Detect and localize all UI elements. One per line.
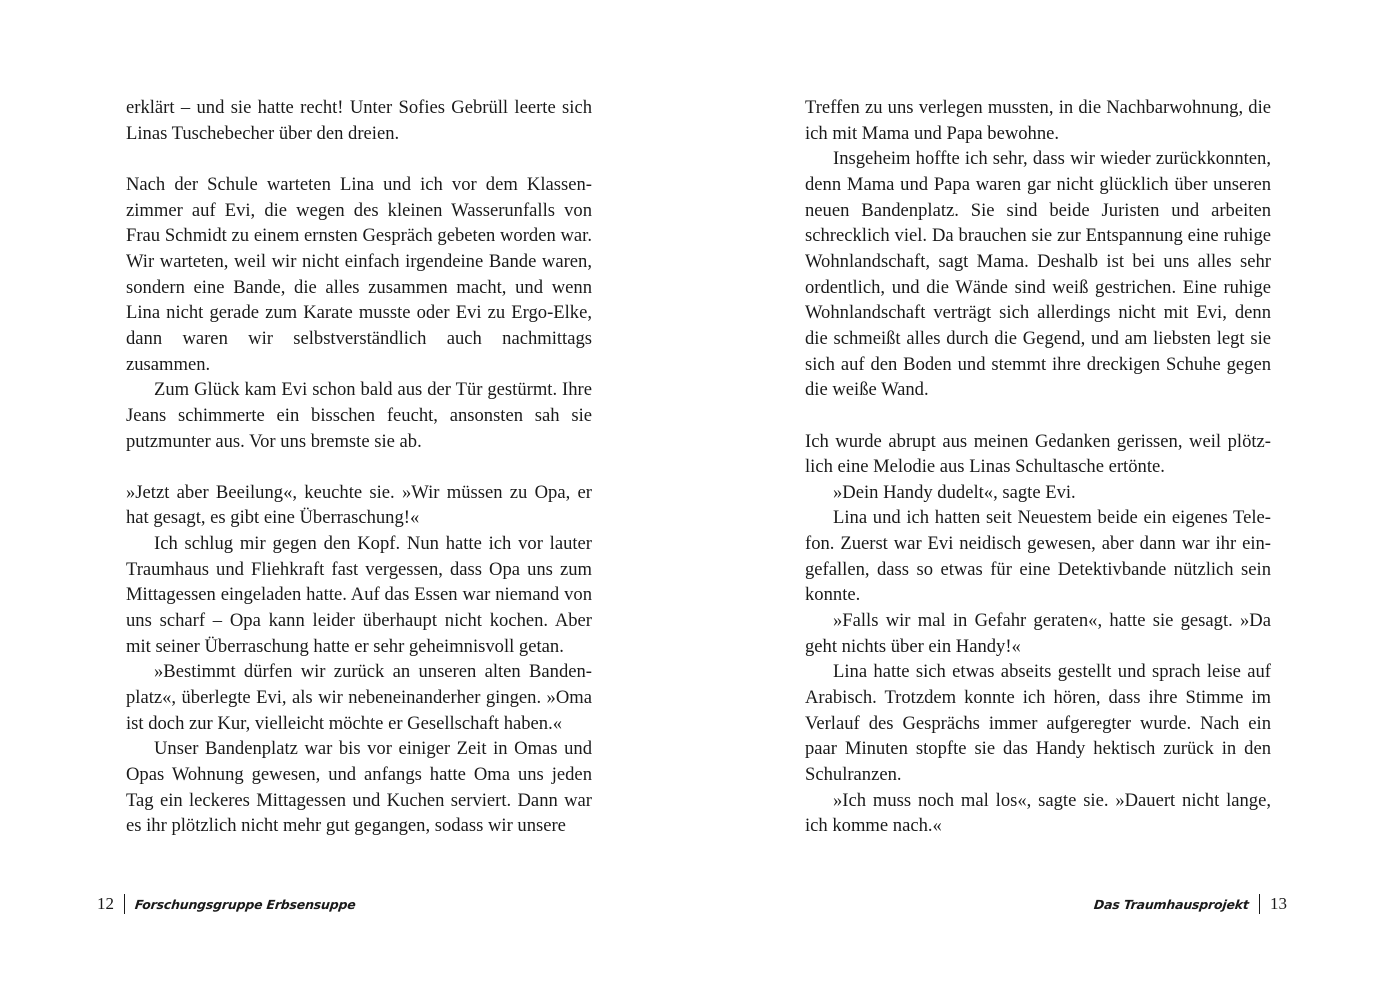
paragraph: »Ich muss noch mal los«, sagte sie. »Dauert nicht lange, ich komme nach.«: [805, 789, 1271, 837]
footer-divider: [1259, 894, 1260, 914]
paragraph: Lina hatte sich etwas abseits gestellt und sprach leise auf Arabisch. Trotzdem konnte ich hören, dass ihre Stimme im Verlauf des Gesprächs immer aufgeregter wurde. Nach ein paar Minuten stopfte sie das Handy hektisch zurück in den Schulranzen.: [805, 661, 1271, 786]
paragraph: Insgeheim hoffte ich sehr, dass wir wieder zurückkonnten, denn Mama und Papa waren gar nicht glücklich über unseren neuen Bandenplatz. Sie sind beide Juristen und arbeiten schrecklich viel. Da brauchen sie zur Entspannung eine ruhige Wohnlandschaft, sagt Mama. Deshalb ist bei uns alles sehr ordentlich, und die Wände sind weiß gestrichen. Eine ruhige Wohnlandschaft verträgt sich allerdings nicht mit Evi, denn die schmeißt alles durch die Gegend, und am liebsten legt sie sich auf den Boden und stemmt ihre dreckigen Schuhe gegen die weiße Wand.: [805, 148, 1271, 401]
left-running-title: Forschungsgruppe Erbsensuppe: [134, 896, 357, 912]
paragraph: Treffen zu uns verlegen mussten, in die Nachbarwohnung, die ich mit Mama und Papa bewohne.: [805, 97, 1271, 144]
left-page-footer: [97, 892, 356, 916]
footer-divider: [124, 894, 125, 914]
right-page: [697, 0, 1395, 1000]
paragraph: »Falls wir mal in Gefahr geraten«, hatte sie gesagt. »Da geht nichts über ein Handy!«: [805, 610, 1271, 657]
paragraph: Nach der Schule warteten Lina und ich vor dem Klassenzimmer auf Evi, die wegen des kleinen Wasserunfalls von Frau Schmidt zu einem ernsten Gespräch gebeten worden war. Wir warteten, weil wir nicht einfach irgendeine Bande waren, sondern eine Bande, die alles zusammen macht, und wenn Lina nicht gerade zum Karate musste oder Evi zu Ergo-Elke, dann waren wir selbstverständlich auch nachmittags zusammen.: [126, 173, 592, 375]
paragraph: »Dein Handy dudelt«, sagte Evi.: [833, 481, 1076, 503]
paragraph: »Bestimmt dürfen wir zurück an unseren alten Bandenplatz«, überlegte Evi, als wir nebeneinanderher gingen. »Oma ist doch zur Kur, vielleicht möchte er Gesellschaft haben.«: [126, 661, 592, 734]
paragraph: Ich wurde abrupt aus meinen Gedanken gerissen, weil plötzlich eine Melodie aus Linas Schultasche ertönte.: [805, 430, 1271, 478]
right-page-body: [805, 95, 1271, 839]
paragraph: Zum Glück kam Evi schon bald aus der Tür gestürmt. Ihre Jeans schimmerte ein bisschen feucht, ansonsten sah sie putzmunter aus. Vor uns bremste sie ab.: [126, 379, 592, 452]
paragraph: Ich schlug mir gegen den Kopf. Nun hatte ich vor lauter Traumhaus und Fliehkraft fast vergessen, dass Opa uns zum Mittagessen eingeladen hatte. Auf das Essen war niemand von uns scharf – Opa kann leider überhaupt nicht kochen. Aber mit seiner Überraschung hatte er sehr geheimnisvoll getan.: [126, 533, 592, 657]
paragraph: erklärt – und sie hatte recht! Unter Sofies Gebrüll leerte sich Linas Tuschebecher über den dreien.: [126, 97, 592, 144]
right-page-footer: [1094, 892, 1287, 916]
left-page-number: 12: [97, 894, 114, 913]
paragraph: Unser Bandenplatz war bis vor einiger Zeit in Omas und Opas Wohnung gewesen, und anfangs hatte Oma uns jeden Tag ein leckeres Mittagessen und Kuchen serviert. Dann war es ihr plötzlich nicht mehr gut gegangen, sodass wir unsere: [126, 738, 592, 837]
paragraph: Lina und ich hatten seit Neuestem beide ein eigenes Telefon. Zuerst war Evi neidisch gewesen, aber dann war ihr eingefallen, dass so etwas für eine Detektivbande nützlich sein konnte.: [805, 507, 1271, 606]
right-page-number: 13: [1270, 894, 1287, 913]
left-page: [0, 0, 697, 1000]
left-page-body: [126, 95, 592, 839]
paragraph: »Jetzt aber Beeilung«, keuchte sie. »Wir müssen zu Opa, er hat gesagt, es gibt eine Überraschung!«: [126, 481, 592, 529]
right-running-title: Das Traumhausprojekt: [1093, 896, 1250, 912]
